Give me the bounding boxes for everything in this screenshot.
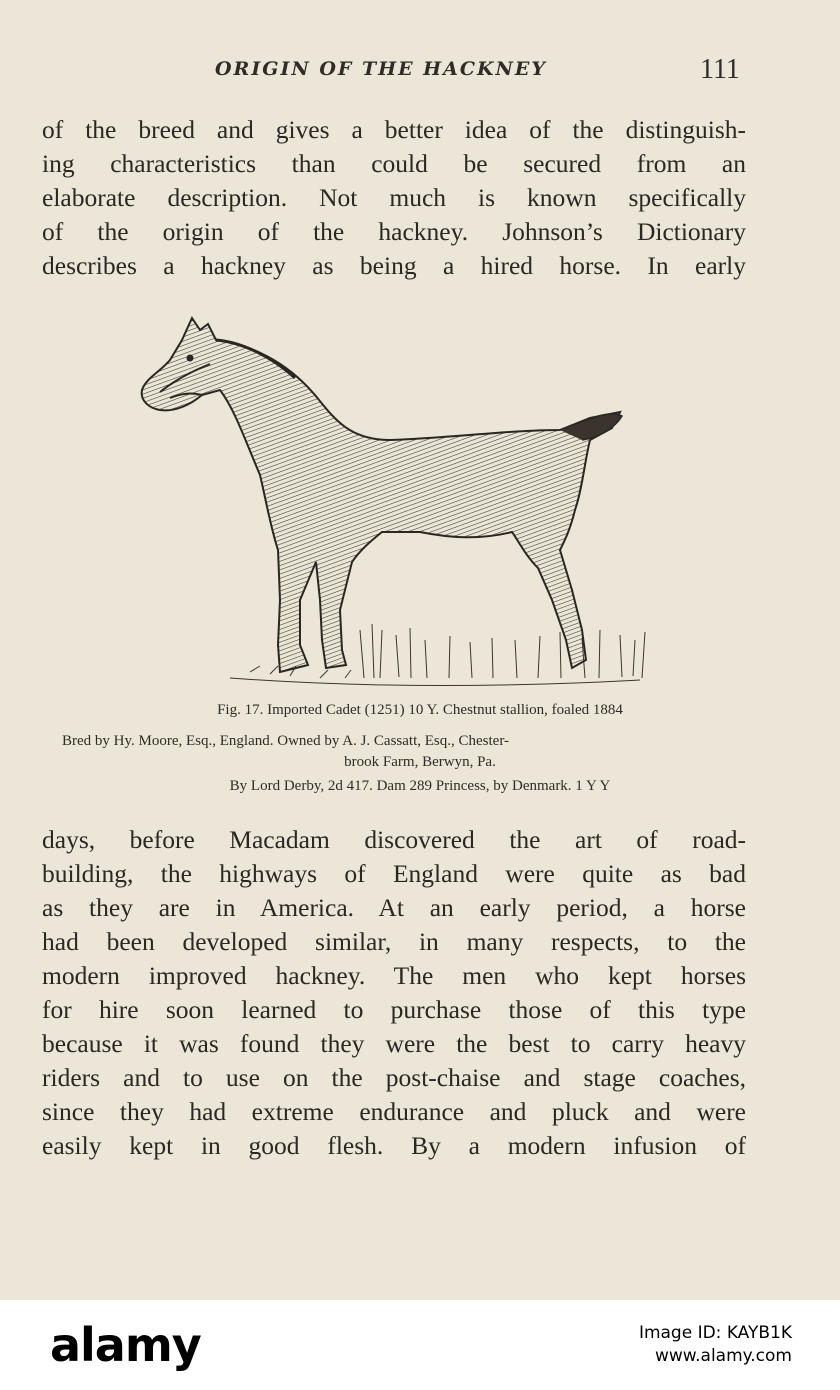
text-line: as they are in America. At an early period, a horse: [42, 893, 746, 922]
text-line: for hire soon learned to purchase those of this type: [42, 995, 746, 1024]
top-paragraph: [42, 113, 746, 283]
text-line: riders and to use on the post-chaise and stage coaches,: [42, 1063, 746, 1092]
text-line: ing characteristics than could be secured from an: [42, 149, 746, 178]
running-head: [0, 54, 840, 88]
text-line: of the breed and gives a better idea of the distinguish-: [42, 115, 746, 144]
image-id: Image ID: KAYB1K: [638, 1323, 792, 1343]
text-line: elaborate description. Not much is known specifically: [42, 183, 746, 212]
horse-body: [142, 318, 620, 672]
image-id-block: [639, 1322, 792, 1368]
text-line: modern improved hackney. The men who kept horses: [42, 961, 746, 990]
alamy-logo: alamy: [50, 1318, 201, 1372]
text-line: had been developed similar, in many respects, to the: [42, 927, 746, 956]
caption-line: Bred by Hy. Moore, Esq., England. Owned by A. J. Cassatt, Esq., Chester-: [62, 733, 510, 749]
text-line: building, the highways of England were quite as bad: [42, 859, 746, 888]
text-line: easily kept in good flesh. By a modern infusion of: [42, 1131, 746, 1160]
stock-footer-bar: [0, 1300, 840, 1390]
bottom-paragraph: [42, 823, 746, 1163]
caption-line: brook Farm, Berwyn, Pa.: [344, 754, 496, 770]
site-url: www.alamy.com: [654, 1346, 792, 1366]
caption-line: By Lord Derby, 2d 417. Dam 289 Princess, by Denmark. 1 Y Y: [229, 778, 611, 794]
running-title: ORIGIN OF THE HACKNEY: [215, 58, 547, 80]
text-line: days, before Macadam discovered the art of road-: [42, 825, 746, 854]
text-line: because it was found they were the best to carry heavy: [42, 1029, 746, 1058]
page-number: 111: [700, 54, 740, 85]
text-line: of the origin of the hackney. Johnson’s Dictionary: [42, 217, 746, 246]
text-line: describes a hackney as being a hired horse. In early: [42, 251, 746, 280]
text-line: since they had extreme endurance and pluck and were: [42, 1097, 746, 1126]
horse-illustration: [120, 300, 680, 700]
caption-line: Fig. 17. Imported Cadet (1251) 10 Y. Chestnut stallion, foaled 1884: [217, 702, 623, 718]
